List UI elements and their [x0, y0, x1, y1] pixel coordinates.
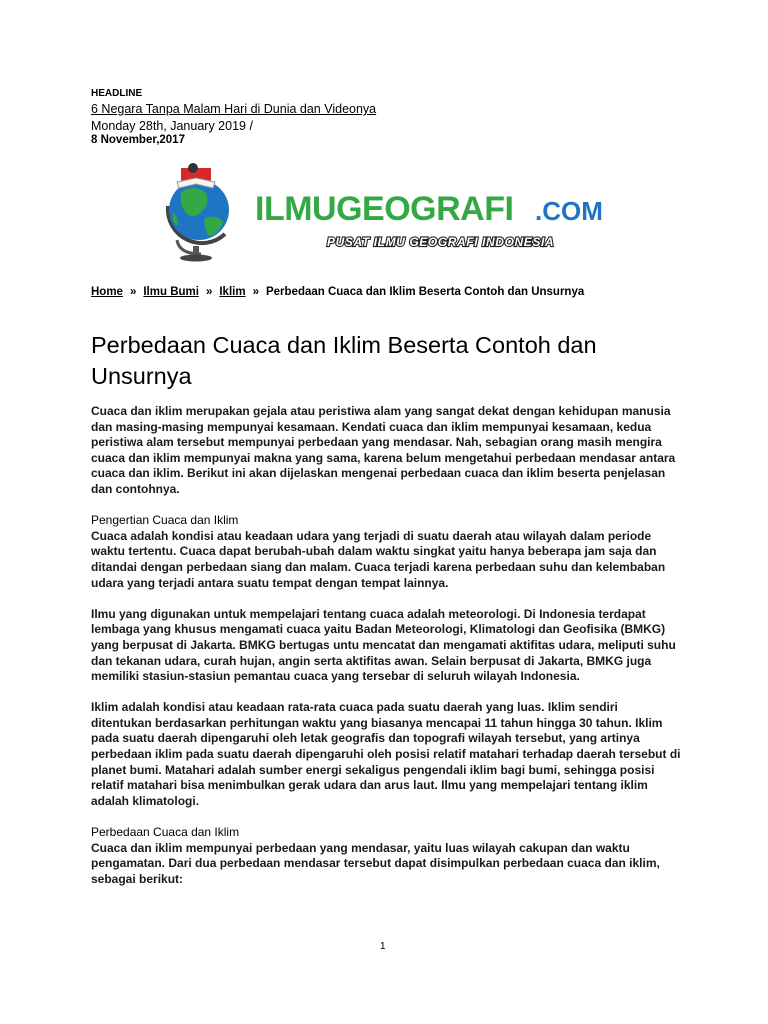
paragraph-meteorologi: Ilmu yang digunakan untuk mempelajari tentang cuaca adalah meteorologi. Di Indonesia terdapat lembaga yang khusus mengamati cuaca yaitu Badan Meteorologi, Klimatologi dan Geofisika (BMKG) yang berpusat di Jakarta. BMKG bertugas untu mencatat dan mengamati aktifitas udara, meliputi suhu dan tekanan udara, curah hujan, angin serta aktifitas awan. Selain berpusat di Jakarta, BMKG juga memiliki stasiun-stasiun pemantau cuaca yang tersebar di seluruh wilayah Indonesia.	[91, 606, 676, 684]
breadcrumb-ilmu-bumi[interactable]: Ilmu Bumi	[143, 286, 199, 298]
headline-link[interactable]: 6 Negara Tanpa Malam Hari di Dunia dan Videonya	[91, 102, 377, 116]
section-pengertian	[91, 513, 681, 591]
paragraph-iklim: Iklim adalah kondisi atau keadaan rata-rata cuaca pada suatu daerah yang luas. Iklim sendiri ditentukan berdasarkan perhitungan waktu yang biasanya mencapai 11 tahun hingga 30 tahun. Iklim pada suatu daerah dipengaruhi oleh letak geografis dan topografi wilayah tersebut, yang artinya perbedaan iklim pada suatu daerah dipengaruhi oleh posisi relatif matahari terhadap daerah tersebut di planet bumi. Matahari adalah sumber energi sekaligus pengendali iklim bagi bumi, sehingga posisi relatif matahari bisa menimbulkan gerak udara dan arus laut. Ilmu yang mempelajari tentang iklim adalah klimatologi.	[91, 700, 681, 808]
breadcrumb-current: Perbedaan Cuaca dan Iklim Beserta Contoh dan Unsurnya	[265, 286, 585, 298]
article-body	[91, 404, 681, 903]
date-line: Monday 28th, January 2019 /	[91, 119, 253, 133]
breadcrumb	[91, 285, 661, 300]
globe-icon	[168, 163, 229, 262]
breadcrumb-separator: »	[252, 286, 259, 298]
article-title: Perbedaan Cuaca dan Iklim Beserta Contoh dan Unsurnya	[91, 332, 597, 389]
breadcrumb-iklim[interactable]: Iklim	[219, 286, 246, 298]
svg-text:ILMUGEOGRAFI: ILMUGEOGRAFI	[255, 190, 514, 228]
breadcrumb-separator: »	[129, 286, 137, 298]
logo-wordmark	[255, 190, 603, 228]
headline-label: HEADLINE	[91, 88, 143, 99]
publish-date: 8 November,2017	[91, 134, 185, 146]
section-heading: Perbedaan Cuaca dan Iklim	[91, 825, 240, 840]
logo-tagline: PUSAT ILMU GEOGRAFI INDONESIA	[327, 235, 555, 249]
breadcrumb-home[interactable]: Home	[91, 286, 123, 298]
paragraph-cuaca: Cuaca adalah kondisi atau keadaan udara yang terjadi di suatu daerah atau wilayah dalam periode waktu tertentu. Cuaca dapat berubah-ubah dalam waktu singkat yaitu hanya beberapa jam saja dan ditandai dengan perbedaan siang dan malam. Cuaca terjadi karena perbedaan suhu dan kelembaban udara yang terjadi antara suatu tempat dengan tempat lainnya.	[91, 528, 666, 590]
page-number: 1	[380, 941, 386, 952]
site-logo[interactable]	[159, 162, 611, 262]
intro-paragraph: Cuaca dan iklim merupakan gejala atau peristiwa alam yang sangat dekat dengan kehidupan manusia dan masing-masing mempunyai kesamaan. Kendati cuaca dan iklim mempunyai kesamaan, kedua peristiwa alam tersebut mempunyai perbedaan yang mendasar. Nah, sebagian orang masih mengira cuaca dan iklim mempunyai makna yang sama, karena belum mengetahui perbedaan mendasar antara cuaca dan iklim. Berikut ini akan dijelaskan mengenai perbedaan cuaca dan iklim beserta penjelasan dan contohnya.	[91, 404, 676, 496]
paragraph-perbedaan: Cuaca dan iklim mempunyai perbedaan yang mendasar, yaitu luas wilayah cakupan dan waktu pengamatan. Dari dua perbedaan mendasar tersebut dapat disimpulkan perbedaan cuaca dan iklim, sebagai berikut:	[91, 840, 660, 886]
section-heading: Pengertian Cuaca dan Iklim	[91, 513, 239, 528]
svg-text:.COM: .COM	[535, 196, 603, 226]
section-perbedaan	[91, 825, 681, 887]
breadcrumb-separator: »	[205, 286, 213, 298]
